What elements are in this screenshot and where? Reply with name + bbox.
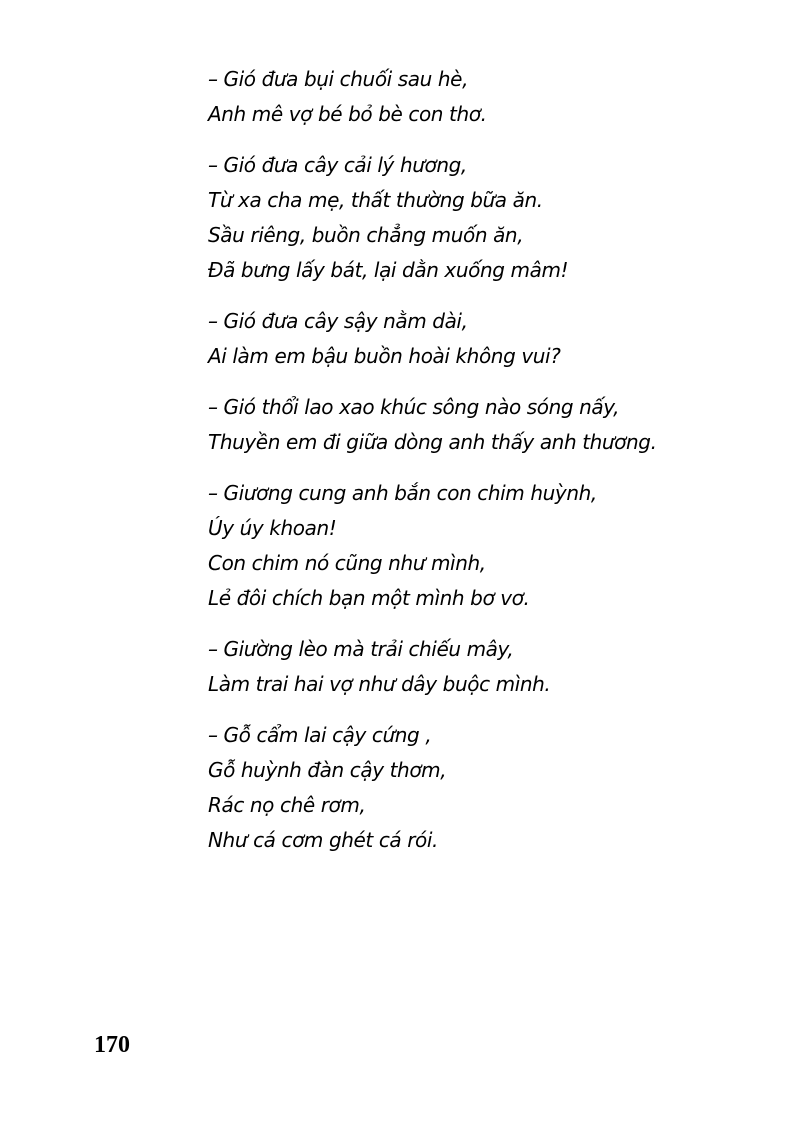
stanza-5 <box>208 476 768 616</box>
verse-line: – Gió đưa cây sậy nằm dài, <box>208 309 468 333</box>
verse-line: Từ xa cha mẹ, thất thường bữa ăn. <box>208 188 543 212</box>
stanza-3 <box>208 304 768 374</box>
stanza-2 <box>208 148 768 288</box>
verse-line: Rác nọ chê rơm, <box>208 793 366 817</box>
verse-line: Thuyền em đi giữa dòng anh thấy anh thương. <box>208 430 657 454</box>
poem-text <box>208 62 768 874</box>
verse-line: Lẻ đôi chích bạn một mình bơ vơ. <box>208 586 530 610</box>
verse-line: Như cá cơm ghét cá rói. <box>208 828 439 852</box>
verse-line: Gỗ huỳnh đàn cậy thơm, <box>208 758 447 782</box>
verse-line: Làm trai hai vợ như dây buộc mình. <box>208 672 551 696</box>
verse-line: Đã bưng lấy bát, lại dằn xuống mâm! <box>208 258 569 282</box>
stanza-4 <box>208 390 768 460</box>
stanza-1 <box>208 62 768 132</box>
verse-line: Ai làm em bậu buồn hoài không vui? <box>208 344 561 368</box>
verse-line: Con chim nó cũng như mình, <box>208 551 486 575</box>
stanza-7 <box>208 718 768 858</box>
verse-line: – Gỗ cẩm lai cậy cứng , <box>208 723 432 747</box>
stanza-6 <box>208 632 768 702</box>
verse-line: Anh mê vợ bé bỏ bè con thơ. <box>208 102 487 126</box>
verse-line: Sầu riêng, buồn chẳng muốn ăn, <box>208 223 524 247</box>
page-number: 170 <box>94 1032 130 1058</box>
verse-line: Úy úy khoan! <box>208 516 337 540</box>
verse-line: – Gió thổi lao xao khúc sông nào sóng nấy, <box>208 395 620 419</box>
verse-line: – Giường lèo mà trải chiếu mây, <box>208 637 514 661</box>
verse-line: – Gió đưa cây cải lý hương, <box>208 153 467 177</box>
verse-line: – Giương cung anh bắn con chim huỳnh, <box>208 481 597 505</box>
verse-line: – Gió đưa bụi chuối sau hè, <box>208 67 469 91</box>
